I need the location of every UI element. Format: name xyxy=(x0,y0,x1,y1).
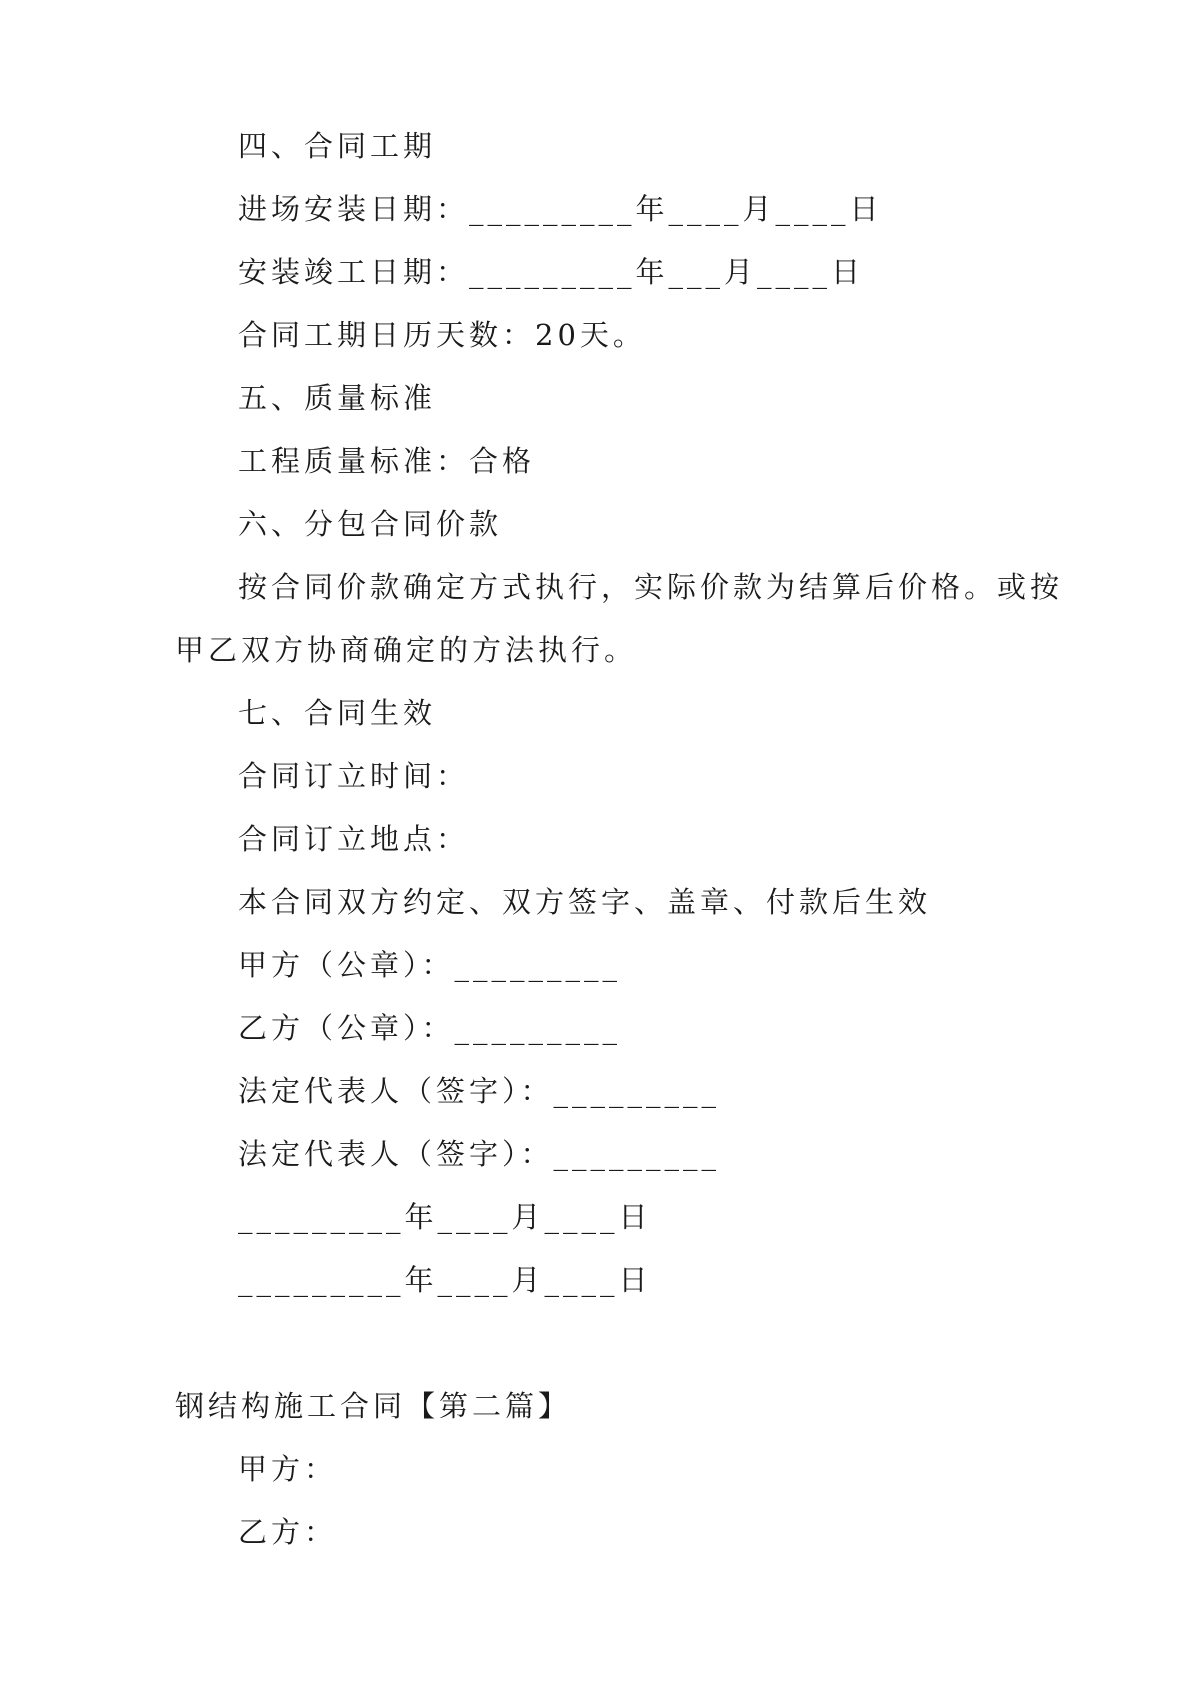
calendar-days-line: 合同工期日历天数：20天。 xyxy=(238,318,646,352)
price-paragraph-line-2: 甲乙双方协商确定的方法执行。 xyxy=(175,633,638,667)
party-b-line: 乙方： xyxy=(238,1515,338,1549)
signing-place-line: 合同订立地点： xyxy=(238,822,470,856)
party-a-seal-line: 甲方（公章）：_________ xyxy=(238,948,622,982)
quality-standard-line: 工程质量标准：合格 xyxy=(238,444,536,478)
section-heading-effect: 七、合同生效 xyxy=(238,696,437,730)
date-line-b: _________年____月____日 xyxy=(238,1263,652,1297)
party-b-seal-line: 乙方（公章）：_________ xyxy=(238,1011,622,1045)
install-completion-date-line: 安装竣工日期：_________年___月____日 xyxy=(238,255,865,289)
section-heading-contract-period: 四、合同工期 xyxy=(238,129,437,163)
install-entry-date-line: 进场安装日期：_________年____月____日 xyxy=(238,192,883,226)
date-line-a: _________年____月____日 xyxy=(238,1200,652,1234)
legal-rep-signature-b: 法定代表人（签字）：_________ xyxy=(238,1137,721,1171)
second-contract-title: 钢结构施工合同【第二篇】 xyxy=(175,1389,572,1423)
price-paragraph-line-1: 按合同价款确定方式执行，实际价款为结算后价格。或按 xyxy=(238,570,1064,604)
legal-rep-signature-a: 法定代表人（签字）：_________ xyxy=(238,1074,721,1108)
signing-time-line: 合同订立时间： xyxy=(238,759,470,793)
section-heading-quality: 五、质量标准 xyxy=(238,381,437,415)
section-heading-price: 六、分包合同价款 xyxy=(238,507,503,541)
effect-clause-line: 本合同双方约定、双方签字、盖章、付款后生效 xyxy=(238,885,932,919)
party-a-line: 甲方： xyxy=(238,1452,338,1486)
